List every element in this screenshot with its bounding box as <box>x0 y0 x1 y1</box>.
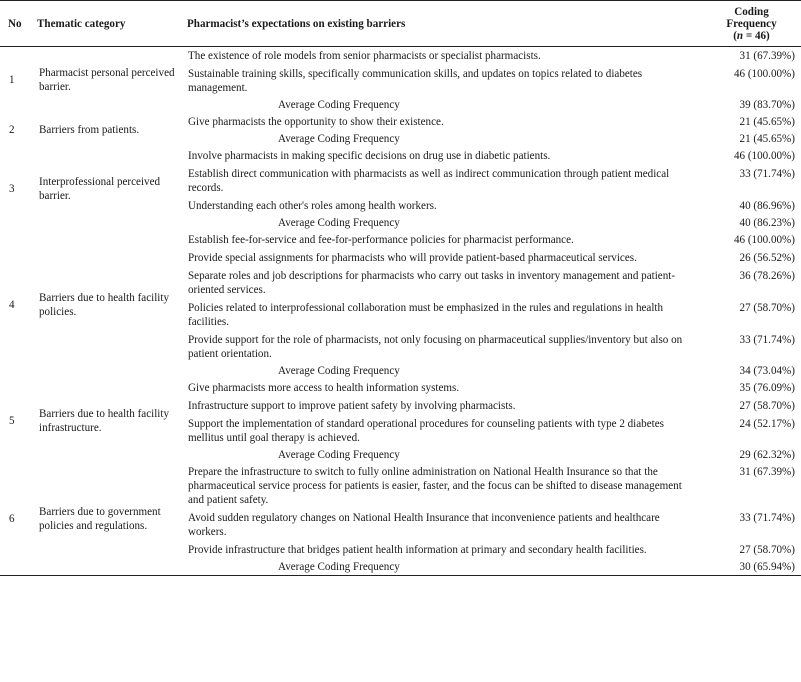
average-frequency: 40 (86.23%) <box>739 217 795 229</box>
table-header-row <box>0 1 801 47</box>
table-body <box>0 47 801 576</box>
table-row <box>0 463 801 509</box>
header-expectations: Pharmacist’s expectations on existing barriers <box>187 17 406 30</box>
coding-frequency: 33 (71.74%) <box>739 334 795 346</box>
thematic-category: Barriers due to government policies and regulations. <box>39 506 161 532</box>
expectation-text: Sustainable training skills, specifically communication skills, and updates on topics related to diabetes management. <box>188 68 643 94</box>
thematic-category: Interprofessional perceived barrier. <box>39 176 161 202</box>
coding-frequency: 46 (100.00%) <box>733 68 795 80</box>
thematic-category: Barriers due to health facility policies. <box>39 292 169 318</box>
expectation-text: Prepare the infrastructure to switch to fully online administration on National Health Insurance so that the pharmaceutical service process for patients is easier, faster, and the focus can be shifted to disease management and patient safety. <box>188 466 682 506</box>
average-frequency: 21 (45.65%) <box>739 133 795 145</box>
coding-frequency: 31 (67.39%) <box>739 50 795 62</box>
expectation-text: Policies related to interprofessional collaboration must be emphasized in the rules and regulations in health facilities. <box>188 302 664 328</box>
average-label: Average Coding Frequency <box>278 133 400 145</box>
row-number: 6 <box>9 513 15 525</box>
row-number: 2 <box>9 124 15 136</box>
expectation-text: Support the implementation of standard operational procedures for counseling patients with type 2 diabetes mellitus until goal therapy is achieved. <box>188 418 664 444</box>
average-label: Average Coding Frequency <box>278 99 400 111</box>
coding-frequency: 33 (71.74%) <box>739 512 795 524</box>
thematic-category: Barriers due to health facility infrastructure. <box>39 408 169 434</box>
header-freq-line1: Coding <box>734 5 769 18</box>
header-freq-line2: Frequency <box>726 17 777 30</box>
average-label: Average Coding Frequency <box>278 561 400 573</box>
table-row <box>0 379 801 397</box>
row-number: 1 <box>9 74 15 86</box>
coding-frequency: 46 (100.00%) <box>733 150 795 162</box>
expectation-text: The existence of role models from senior pharmacists or specialist pharmacists. <box>188 50 541 62</box>
expectation-text: Give pharmacists the opportunity to show their existence. <box>188 116 444 128</box>
expectation-text: Separate roles and job descriptions for pharmacists who carry out tasks in inventory management and patient-oriented services. <box>188 270 676 296</box>
row-number: 4 <box>9 299 15 311</box>
row-number: 3 <box>9 183 15 195</box>
coding-frequency: 40 (86.96%) <box>739 200 795 212</box>
expectation-text: Establish fee-for-service and fee-for-performance policies for pharmacist performance. <box>188 234 574 246</box>
expectation-text: Infrastructure support to improve patient safety by involving pharmacists. <box>188 400 516 412</box>
expectation-text: Provide support for the role of pharmacists, not only focusing on pharmaceutical supplies/inventory but also on patient orientation. <box>188 334 683 360</box>
coding-frequency: 26 (56.52%) <box>739 252 795 264</box>
coding-frequency: 21 (45.65%) <box>739 116 795 128</box>
table-row <box>0 231 801 249</box>
average-label: Average Coding Frequency <box>278 365 400 377</box>
expectation-text: Provide infrastructure that bridges patient health information at primary and secondary health facilities. <box>188 544 647 556</box>
average-frequency: 39 (83.70%) <box>739 99 795 111</box>
average-frequency: 29 (62.32%) <box>739 449 795 461</box>
expectation-text: Avoid sudden regulatory changes on National Health Insurance that inconvenience patients and healthcare workers. <box>188 512 660 538</box>
coding-frequency: 27 (58.70%) <box>739 302 795 314</box>
coding-frequency: 35 (76.09%) <box>739 382 795 394</box>
coding-frequency: 24 (52.17%) <box>739 418 795 430</box>
header-freq-n: (n = 46) <box>733 29 770 42</box>
coding-frequency: 31 (67.39%) <box>739 466 795 478</box>
thematic-category: Barriers from patients. <box>39 124 140 136</box>
row-number: 5 <box>9 415 15 427</box>
average-frequency: 34 (73.04%) <box>739 365 795 377</box>
coding-frequency: 27 (58.70%) <box>739 544 795 556</box>
coding-frequency: 33 (71.74%) <box>739 168 795 180</box>
header-coding-frequency <box>702 1 801 47</box>
header-category: Thematic category <box>37 17 126 30</box>
coding-frequency: 46 (100.00%) <box>733 234 795 246</box>
average-label: Average Coding Frequency <box>278 449 400 461</box>
coding-frequency: 36 (78.26%) <box>739 270 795 282</box>
expectation-text: Provide special assignments for pharmacists who will provide patient-based pharmaceutical services. <box>188 252 637 264</box>
expectation-text: Give pharmacists more access to health information systems. <box>188 382 460 394</box>
coding-frequency: 27 (58.70%) <box>739 400 795 412</box>
expectation-text: Establish direct communication with pharmacists as well as indirect communication through patient medical records. <box>188 168 670 194</box>
thematic-category: Pharmacist personal perceived barrier. <box>39 67 175 93</box>
table-row <box>0 113 801 131</box>
expectation-text: Understanding each other's roles among health workers. <box>188 200 437 212</box>
expectation-text: Involve pharmacists in making specific decisions on drug use in diabetic patients. <box>188 150 551 162</box>
header-no: No <box>8 17 22 30</box>
table-row <box>0 147 801 165</box>
table-row <box>0 47 801 66</box>
average-label: Average Coding Frequency <box>278 217 400 229</box>
average-frequency: 30 (65.94%) <box>739 561 795 573</box>
